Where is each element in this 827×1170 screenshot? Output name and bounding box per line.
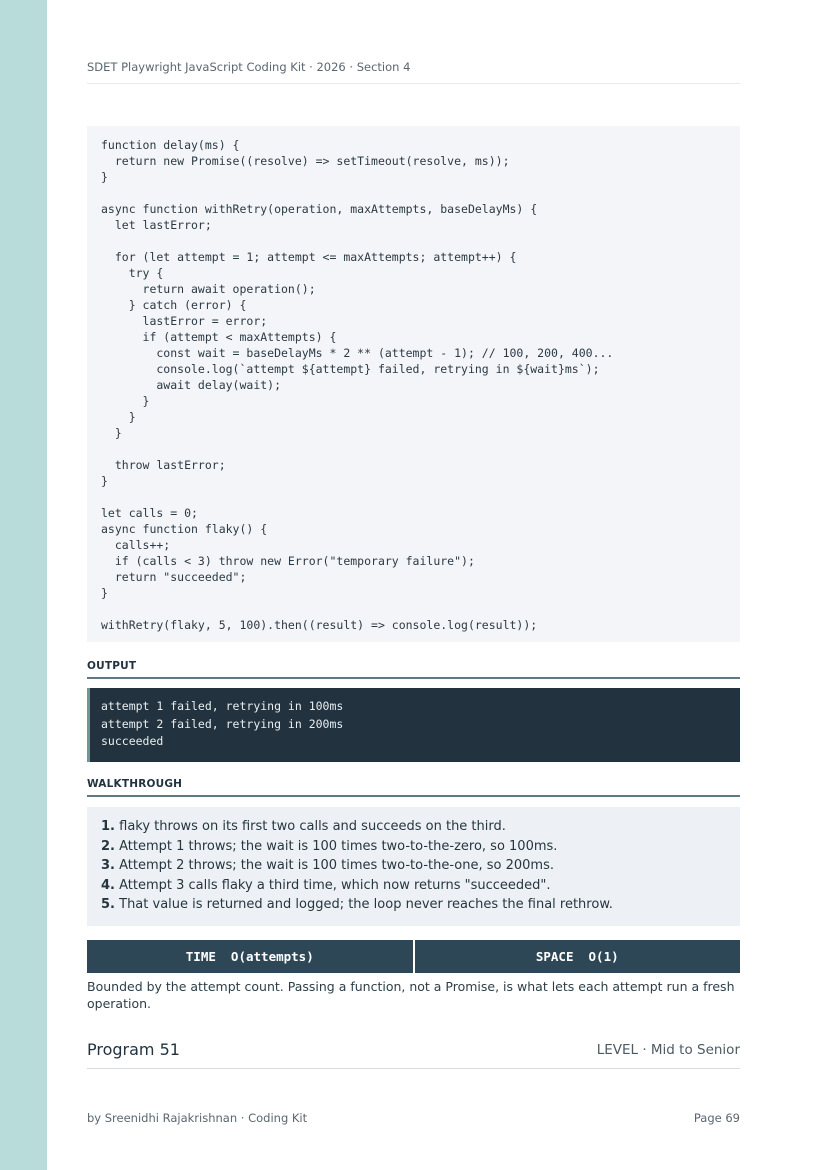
code-listing: function delay(ms) { return new Promise((resolve) => setTimeout(resolve, ms)); } async function withRetry(operation, maxAttempts, baseDelayMs) { let lastError; for (let attempt = 1; attempt <= maxAttempts; attempt++) { try { return await operation(); } catch (error) { lastError = error; if (attempt < maxAttempts) { const wait = baseDelayMs * 2 ** (attempt - 1); // 100, 200, 400... console.log(`attempt ${attempt} failed, retrying in ${wait}ms`); await delay(wait); } } } throw lastError; } let calls = 0; async function flaky() { calls++; if (calls < 3) throw new Error("temporary failure"); return "succeeded"; } withRetry(flaky, 5, 100).then((result) => console.log(result)); [101, 138, 614, 632]
step-text: Attempt 3 calls flaky a third time, which now returns "succeeded". [119, 877, 551, 893]
side-accent-strip [0, 0, 47, 1170]
step-number: 1. [101, 819, 115, 834]
walkthrough-step [101, 837, 726, 857]
step-text: flaky throws on its first two calls and succeeds on the third. [119, 819, 506, 834]
step-number: 2. [101, 838, 115, 854]
walkthrough-box [87, 807, 740, 926]
complexity-row [87, 940, 740, 973]
step-number: 4. [101, 877, 115, 893]
walkthrough-step [101, 895, 726, 915]
complexity-note: Bounded by the attempt count. Passing a function, not a Promise, is what lets each attempt run a fresh operation. [87, 979, 735, 1011]
walkthrough-step [101, 856, 726, 876]
step-text: That value is returned and logged; the loop never reaches the final rethrow. [119, 897, 613, 912]
walkthrough-step [101, 876, 726, 896]
program-title: Program 51 [87, 1040, 180, 1059]
step-number: 5. [101, 897, 115, 912]
page-number: Page 69 [693, 1111, 740, 1125]
walkthrough-step [101, 817, 726, 837]
time-complexity-cell: TIME O(attempts) [87, 940, 413, 973]
page-header: SDET Playwright JavaScript Coding Kit · 2026 · Section 4 [87, 60, 740, 84]
space-complexity-cell: SPACE O(1) [415, 940, 741, 973]
step-text: Attempt 2 throws; the wait is 100 times two-to-the-one, so 200ms. [119, 858, 555, 873]
footer-author: by Sreenidhi Rajakrishnan · Coding Kit [87, 1111, 308, 1125]
program-row [87, 1040, 740, 1069]
code-block [87, 126, 740, 642]
walkthrough-section-label: WALKTHROUGH [87, 778, 740, 797]
level-label: LEVEL · Mid to Senior [596, 1042, 740, 1058]
output-block [87, 688, 740, 762]
output-text: attempt 1 failed, retrying in 100ms attempt 2 failed, retrying in 200ms succeeded [101, 699, 344, 748]
step-text: Attempt 1 throws; the wait is 100 times two-to-the-zero, so 100ms. [119, 838, 558, 854]
step-number: 3. [101, 858, 115, 873]
output-section-label: OUTPUT [87, 660, 740, 679]
page-footer [87, 1111, 740, 1125]
